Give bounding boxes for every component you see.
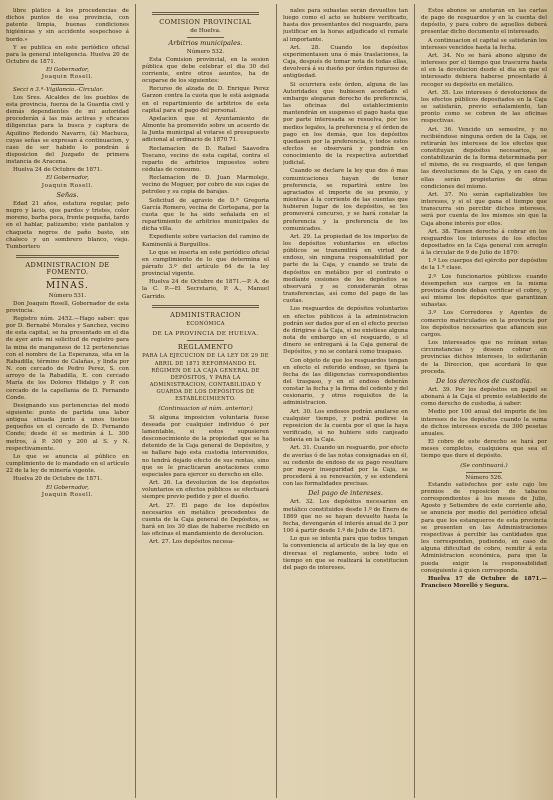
column-2 [142, 8, 269, 796]
paragraph: Art. 39. Por los depósitos en papel se abonará á la Caja el premio establecido de como derecho de custodia, á saber: [421, 386, 547, 408]
paragraph: libre plático á los procedencias de dichos puntos de esa provincia, con patente limpia, buenas condiciones higiénicas y sin accidente sospechoso á bordo.» [6, 8, 129, 43]
paragraph: Lo que se intenta para que todos tengan la conveniencia al artículo de la ley que en diversas el reglamento, sobre todo el tiempo en que se realizará la constitucion del pago de intereses. [283, 536, 408, 571]
subsection-heading: Del pago de intereses. [308, 489, 383, 498]
paragraph: Estos abonos se anotarán en las cartas de pago de resguardos y en la cuenta del depósito, y para cobro de aquellos deberá presentar dicho documento el interesado. [421, 8, 547, 36]
subsection-heading: Arbitrios municipales. [168, 39, 243, 48]
paragraph: Art. 27. El pago de los depósitos necesarios en metálico procedentes de cuenta de la Caja general de Depósitos, se hará en los 30 dias de haberse recibido en las oficinas el mandamiento de devolucion. [142, 502, 269, 538]
paragraph: Art. 36. Vencido un semestre, y no recibiéndose ninguna orden de la Caja, se retirarán los intereses de los efectos que constituyan depósitos necesarios, se contabilizarán de la forma determinada por el mismo, de su resguardo, el que tengan las devoluciones de la Caja, y en caso de ellas serán propietarios de otras condiciones del mismo. [421, 126, 547, 190]
column-rule [276, 4, 277, 798]
paragraph: Medio por 100 anual del importe de los intereses de los depósitos cuando la suma de dichos intereses exceda de 300 pesetas anuales. [421, 409, 547, 437]
paragraph: Apelacion que el Ayuntamiento de Almonte ha promovido sobre un acuerdo de la Junta municipal al votarse el presupuesto adicional al ordinario de 1870 71. [142, 115, 269, 144]
regulation-title: REGLAMENTO [177, 343, 234, 352]
paragraph: Huelva 17 de Octubre de 1871.—Francisco Morelló y Segura. [421, 575, 547, 590]
section-heading: COMISION PROVINCIAL [159, 18, 252, 26]
notice-number: Número 526. [465, 474, 503, 481]
subsection-heading: De los derechos de custodia. [436, 376, 532, 385]
paragraph: Edad 21 años, estatura regular, pelo negro y lacio, ojos pardos y tristes, color moreno, barba poca, frente pequeña, tardo en el hablar, patizambo; viste pantalon y chaqueta negros de paño basto, sin chaleco y un sombrero blanco, viejo. Tumbortero [6, 200, 129, 250]
paragraph: Los resguardos de depósitos voluntarios en efectos públicos á la administracion podrán ser dados por el en el efecto preciso de dirigirse á la Caja, si no existiese alguna nota de embargo en el resguardo, o el dinero se entregará á la Caja general de Depósitos, y no se contará como traspaso. [283, 306, 408, 356]
paragraph: Expediente sobre variacion del camino de Kaminenlá á Burguillos. [142, 234, 269, 248]
paragraph: 2.º Los funcionarios públicos cuando desempeñen sus cargos en la misma provincia donde deban verificar el cobro, y así mismo los depósitos que garantizan subastas. [421, 273, 547, 309]
paragraph: Art. 30. Los endosos podrán anularse en cualquier tiempo, y podrá pedirse la reposicion de la cuenta por el que la haya verificado, si no hubiere sido canjeado todavía en la Caja. [283, 408, 408, 444]
paragraph: Art. 31. Cuando un resguardo, por efecto de averías ó de las notas consignadas en él, su cedente de endoso de su pago resultare por mayor inseguridad por la Caja, se procederá á su renovación, y se extenderá con las formalidades precisas. [283, 445, 408, 488]
paragraph: Registro núm. 2452.—Hago saber: que por D. Bernabé Morales y Sanchez, vecino de esta capital, se ha presentado en el dia de ayer ante mi solicitud de registro para la mina de manganeso de 12 pertenencias con el nombre de La Esperanza, sita en la Rabadilla, término de Calañas, y linda por N. con cercado de Pedro Perez, S. con arroyo de la Rabadilla, E. con cercado María de los Dolores Hidalgo y P. con cercado de la capellania de D. Fernando Conde. [6, 315, 129, 401]
divider [51, 84, 84, 85]
paragraph: Los Sres. Alcaldes de los pueblos de esta provincia, fuerza de la Guardia civil y demás dependientes de mi autoridad procederán á las más activas y eficaces diligencias para la busca y captura de Aquilino Redondo Navarro, (á) Machuca, cuyas señas se expresan á continuacion, y caso de ser habido lo pondrán á disposicion del Juzgado de primera instancia de Aracena. [6, 94, 129, 166]
paragraph: Los interesados que no reúnan estas circunstancias y deseen cobrar en provincias dichos intereses, lo solicitarán de la Direccion, que acordará lo que proceda. [421, 340, 547, 375]
paragraph: Art. 29. La propiedad de los importes de los depósitos voluntarios en efectos públicos se transmitirá en virtud de endoso, sin ninguna responsabilidad por parte de la Caja, y cuando se trate de depósitos en metálico por el contrato o mediante cesiones de los depósitos se observará y se considerarán otras transferencias, así como del pago de las cuotas. [283, 233, 408, 305]
notice-number: Número 532. [186, 49, 225, 56]
paragraph: Art. 26. La devolucion de los depósitos voluntarios en efectos públicos se efectuará siempre previo pedido y por el dueño. [142, 480, 269, 501]
signature-title: El Gobernador, [46, 175, 89, 182]
divider [187, 340, 224, 341]
paragraph: Art. 38. Tienen derecho á cobrar en los resguardos los intereses de los efectos depositados en la Caja general con arreglo á la circular de 9 de Julio de 1870: [421, 228, 547, 257]
paragraph: Art. 34. No se hará abono alguno de intereses por el tiempo que trascurra hasta el en la devolucion desde el dia en que el interesado debiera haberse presentado á recoger su depósito en metálico. [421, 52, 547, 88]
continuation-note: (Continuacion al núm. anterior.) [158, 405, 253, 412]
paragraph: Esta Comision provincial, en la sesion pública que debe celebrar el dia 30 del corriente, entre otros asuntos, ha de ocuparse de los siguientes: [142, 56, 269, 85]
section-heading: ADMINISTRACION [170, 310, 241, 319]
divider [152, 12, 259, 15]
regulation-subtitle: PARA LA EJECUCION DE LA LEY DE 29 DE ABRIL DE 1871 REFORMANDO EL RÉGIMEN DE LA CAJA GENERAL DE DEPÓSITOS, Y PARA LA ADMINISTRACION, CONTABILIDAD Y GUARDA DE LOS DEPÓSITOS DE ESTABLECIMIENTO. [142, 353, 269, 403]
continuation-note: (Se continuará.) [460, 462, 508, 469]
paragraph: 3.º Los Corredores y Agentes de comercio matriculados en la provincia por los depósitos necesarios que afiancen sus cargos. [421, 310, 547, 338]
section-subheading: ECONÓMICA [186, 320, 225, 327]
section-subheading: DE LA PROVINCIA DE HUELVA. [152, 331, 259, 338]
paragraph: Con objeto de que los resguardos tengan en efecto el referido endoso, se fijará la fecha de las diligencias correspondientes del traspaso, y en el endoso deberán constar la fecha y la firma del cedente y del cesionario, y otros requisitos de la administracion. [283, 357, 408, 407]
paragraph: Art. 28. Cuando los depósitos experimentasen una ó más traslaciones, la Caja, después de tomar nota de todas ellas, devolverá á su dueño por órden riguroso de antigüedad. [283, 44, 408, 80]
paragraph: Reclamacion de D. Rafael Saavedra Toscano, vecino de esta capital, contra el reparto de arbitrios impuestos sobre cédulas de consumo. [142, 145, 269, 173]
subsection-heading: Señas. [56, 190, 79, 199]
column-3 [283, 8, 408, 796]
divider [152, 305, 259, 308]
section-heading: ADMINISTRACION DE FOMENTO. [25, 261, 110, 277]
paragraph: Art. 35. Los intereses ó devoluciones de los efectos públicos depositados en la Caja se satisfarán, previo señalamiento, tan pronto como se cobren de las oficinas respectivas. [421, 89, 547, 125]
paragraph: nales para subastas serán devueltos tan luego como el acto se hubiere verificado, hasta dos presentantes del resguardo, para justificar en la horas adjudicado el remate al importante. [283, 8, 408, 43]
signature-title: El Gobernador, [46, 67, 89, 74]
signature-name: Joaquin Rosell. [41, 74, 94, 81]
divider [187, 37, 224, 38]
divider [51, 278, 84, 279]
paragraph: Art. 32. Los depósitos necesarios en metálico constituidos desde 1.º de Enero de 1869 que no se hayan devuelto hasta la fecha, devengarán el interés anual de 3 por 100 á partir desde 1.º de Julio de 1871. [283, 499, 408, 535]
section-heading: Secci n 3.ª–Vigilancia.–Circular. [13, 86, 104, 93]
paragraph: Art. 27. Los depósitos necesa- [149, 539, 235, 546]
paragraph: 1.º Los cuerpos del ejército por depósitos de la 1.ª clase. [421, 258, 547, 272]
column-rule [414, 4, 415, 798]
paragraph: Si ocurriera este órden, alguna de las Autoridades que hubiesen acordado el embargo alegaran derecho de preferencia, las oficinas del establecimiento mantendrán en suspenso el pago hasta que por parte interesada se resuelva, por los medios legales, la preferencia y el órden de pago en los demás, que los depósitos quedasen por la preferencia, y todos estos efectos se observará y pondrán en conocimiento de la respectiva autoridad judicial. [283, 81, 408, 167]
signature-name: Joaquin Rosell. [41, 491, 94, 498]
notice-number: Número 531. [48, 293, 87, 300]
column-1 [6, 8, 129, 796]
paragraph: Reclamacion de D. Juan Marmolejo, vecino de Moguer, por cobro de sus cajas de petroleo y su copia de barajas. [142, 175, 269, 196]
column-rule [135, 4, 136, 798]
paragraph: Huelva 24 de Octubre de 1871. [13, 167, 103, 174]
paragraph: Solicitud de agravio de D.ª Gregoria García Romero, vecina de Cortegana, por la cuota que le ha sido señalada en el repartimiento de arbitrios municipales de dicha villa. [142, 197, 269, 233]
signature-title: El Gobernador, [46, 484, 89, 491]
paragraph: Si alguna imposicion voluntaria fuese deseada por cualquier individuo ó por lamentable, si estos supusieren desconocimiento de la propiedad que se ha detenido de la Caja general de Depósitos, y se hallare bajo esta custodia intervenidos, no tendrá dejado efecto de sus rentas, sino que se le practicaran anotaciones como especiales para ejercer su derecho en ello. [142, 414, 269, 478]
signature-name: Joaquin Rosell. [41, 182, 94, 189]
column-4 [421, 8, 547, 796]
paragraph: El cobro de este derecho se hará por meses completos, cualquiera que sea el tiempo que dure el depósito. [421, 439, 547, 460]
paragraph: Recurso de alzada de D. Enrique Perez Garzon contra la cuota que le está asignada en el repartimiento de arbitrios de esta capital para el pago del personal. [142, 86, 269, 114]
paragraph: Huelva 20 de Octubre de 1871. [13, 476, 103, 483]
section-subheading: de Huelva. [190, 28, 221, 35]
paragraph: Huelva 24 de Octubre de 1871.—P. A. de la C. P.—El Secretario, P. A., Manuel Garrido. [142, 279, 269, 300]
paragraph: Lo que se anuncia al público en cumplimiento de lo mandado en el artículo 22 de la ley de minería vigente. [6, 453, 129, 475]
paragraph: A continuacion el capital se satisfarán los intereses vencidos hasta la fecha. [421, 37, 547, 51]
divider [16, 255, 119, 258]
paragraph: Estando satisfechos por este cajo los premios de reposicion de tabacos correspondientes á los meses de Julio, Agosto y Setiembre de este corriente año, se anuncia por medio del periódico oficial para que los estanqueros de esta provincia se presenten en las Administraciones respectivas á percibir las cantidades que les corresponden, pudiendo, en caso de alguna dificultad de cobro, remitir á esta Administracion económica, para que la pueda exigir la responsabilidad consiguiente á quien corresponda. [421, 481, 547, 574]
paragraph: Cuando se declare la ley que dos ó mas comunicaciones hayan de tener preferencia, se repartirá entre los agraciados el importe de su premio, y mientras á la corriente de las cuentas que hubieren lugar de los depósitos, se les promoverá concurso, y se hará constar la preferencia y la preferencia de los comunicados. [283, 168, 408, 232]
section-heading: MINAS. [45, 281, 90, 292]
paragraph: Don Joaquin Rosell, Gobernador de esta provincia. [6, 300, 129, 314]
paragraph: Art. 37. No serán capitalizables los intereses, y si el que gana el tiempo que transcurra sin percibir dichos intereses, será por cuenta de los mismos sin que la Caja abone interés por ellos. [421, 191, 547, 227]
paragraph: Y se publica en este periódico oficial para la general inteligencia. Huelva 20 de Octubre de 1871. [6, 44, 129, 66]
paragraph: Designando sus pertenencias del modo siguiente: punto de partida una labor antigua situada junto á unos tiestos pequeños en el cercado de D. Fernando Conde; desde él se medirán á L. 300 metros, á P. 300 y 200 al S. y N. respectivamente. [6, 402, 129, 452]
paragraph: Lo que se inserta en este periódico oficial en cumplimiento de lo que determina el párrafo 3.º del artículo 64 de la ley provincial vigente. [142, 249, 269, 278]
divider [466, 472, 502, 473]
